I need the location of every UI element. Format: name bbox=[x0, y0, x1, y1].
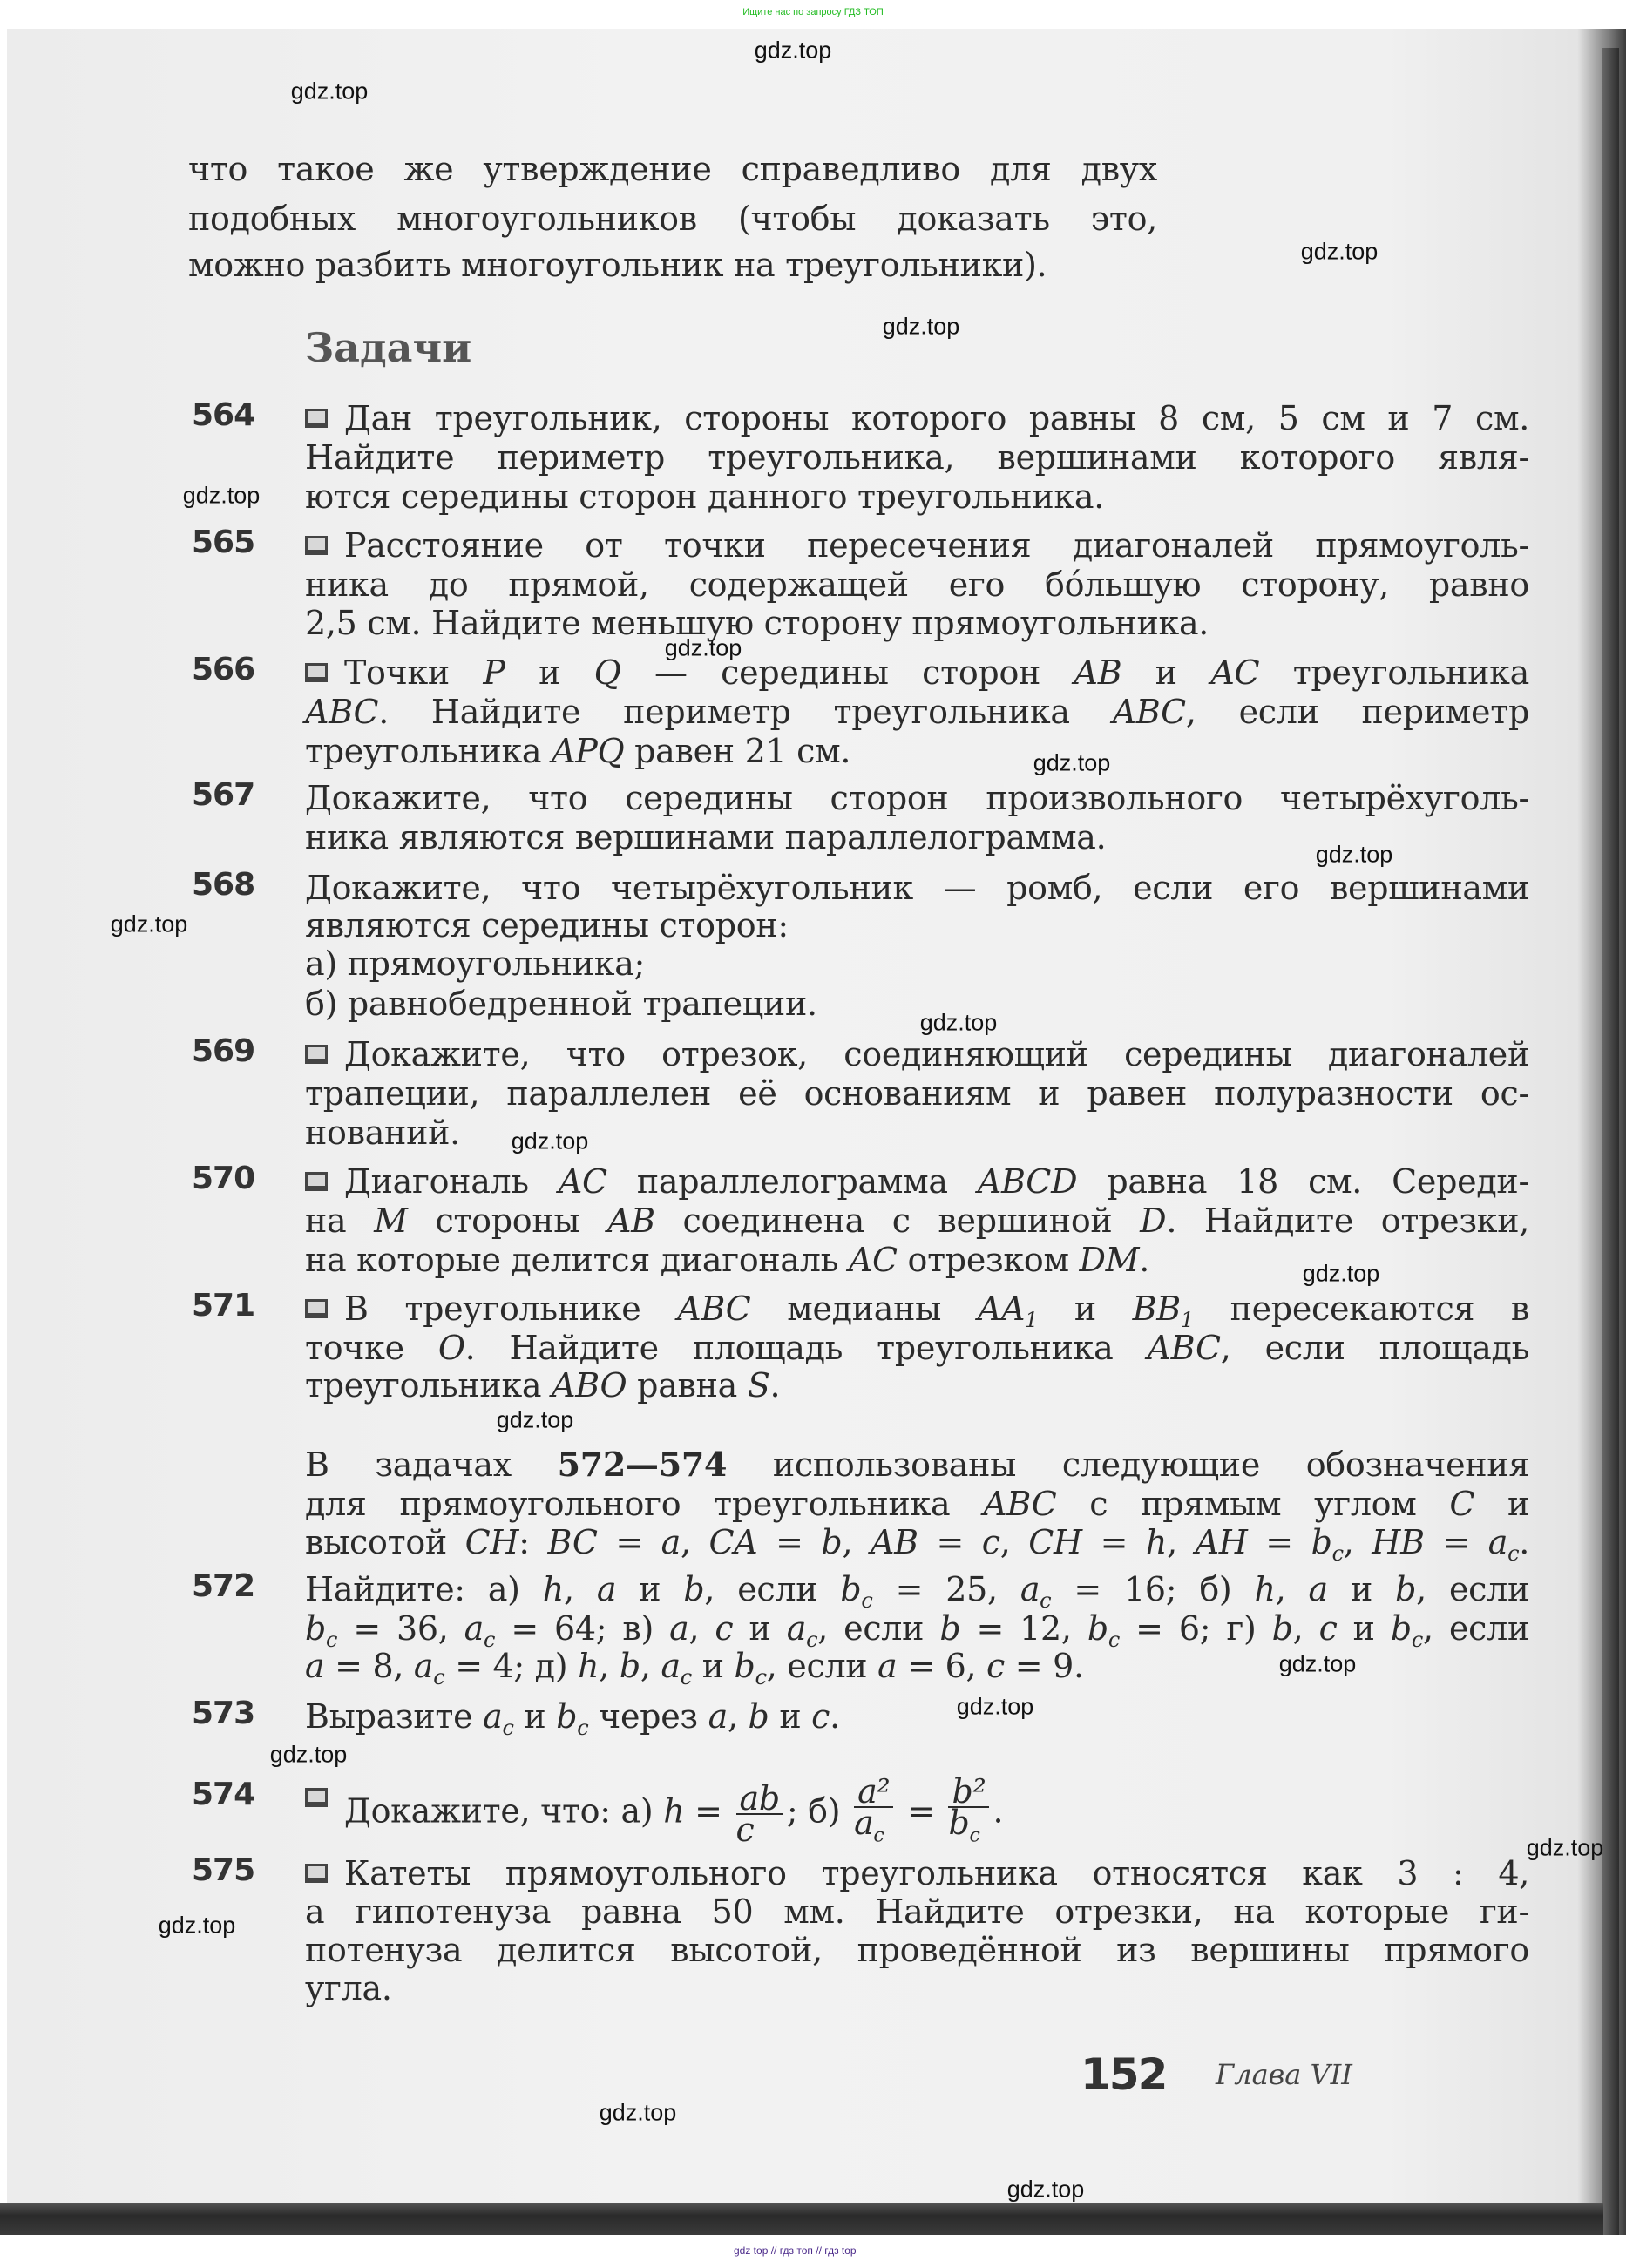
math-variable: c bbox=[811, 1697, 830, 1736]
text-run: Выразите bbox=[305, 1697, 484, 1736]
task-569-line bbox=[344, 1033, 1529, 1075]
watermark-text: gdz.top bbox=[919, 1009, 998, 1036]
text-run: : bbox=[518, 1523, 548, 1561]
math-variable: CH bbox=[1028, 1523, 1082, 1561]
text-run: нований. bbox=[305, 1114, 460, 1152]
text-run: треугольника bbox=[305, 1366, 552, 1405]
text-run: и bbox=[616, 1570, 684, 1608]
watermark-text: gdz.top bbox=[158, 1912, 236, 1939]
watermark-text: gdz.top bbox=[1300, 238, 1379, 265]
fraction-numerator: ab bbox=[736, 1784, 783, 1815]
fraction-numerator: b² bbox=[948, 1777, 989, 1808]
book-icon bbox=[305, 1172, 328, 1191]
text-run: равен 21 см. bbox=[624, 732, 851, 770]
math-variable: a bbox=[305, 1647, 325, 1685]
text-run: Точки bbox=[344, 653, 484, 692]
math-variable: b bbox=[734, 1647, 755, 1685]
watermark-text: gdz.top bbox=[1302, 1260, 1380, 1287]
math-variable: AC bbox=[1210, 653, 1260, 692]
text-run: и bbox=[1474, 1485, 1529, 1523]
bottom-banner-links[interactable]: gdz top // гдз топ // гдз top bbox=[734, 2244, 857, 2257]
text-run: = bbox=[757, 1523, 822, 1561]
chapter-label: Глава VII bbox=[1216, 2058, 1352, 2091]
math-variable: ABC bbox=[1112, 693, 1186, 731]
book-icon bbox=[305, 1299, 328, 1318]
task-number: 568 bbox=[192, 867, 255, 903]
intro-text-line bbox=[188, 148, 1157, 190]
text-run: , bbox=[599, 1647, 620, 1685]
watermark-text: gdz.top bbox=[664, 634, 742, 661]
text-run: Докажите, что середины сторон произвольного четырёхуголь- bbox=[305, 779, 1529, 817]
math-fraction bbox=[948, 1772, 989, 1852]
math-variable: a bbox=[596, 1570, 617, 1608]
task-568-line bbox=[305, 867, 1529, 909]
page-bottom-shadow bbox=[0, 2203, 1603, 2235]
math-variable: b bbox=[1087, 1609, 1108, 1648]
text-run: Диагональ bbox=[344, 1162, 559, 1201]
task-564-line bbox=[305, 476, 1529, 518]
text-run: подобных многоугольников (чтобы доказать это, bbox=[188, 200, 1157, 238]
text-run: = 16; б) bbox=[1051, 1570, 1255, 1608]
notation-note-line bbox=[305, 1521, 1530, 1566]
task-575-line bbox=[344, 1852, 1529, 1894]
task-575-line bbox=[305, 1891, 1529, 1933]
text-run: = 64; в) bbox=[495, 1609, 670, 1648]
task-number: 569 bbox=[192, 1033, 255, 1069]
text-run: медианы bbox=[750, 1290, 978, 1328]
text-run: . Найдите отрезки, bbox=[1166, 1202, 1529, 1240]
task-number: 571 bbox=[192, 1288, 255, 1324]
math-variable: b bbox=[821, 1523, 843, 1561]
math-subscript: c bbox=[433, 1665, 445, 1689]
text-run: высотой bbox=[305, 1523, 465, 1561]
watermark-text: gdz.top bbox=[882, 313, 960, 340]
math-subscript: c bbox=[1331, 1541, 1344, 1566]
math-variable: AH bbox=[1195, 1523, 1248, 1561]
text-run: Докажите, что четырёхугольник — ромб, если его вершинами bbox=[305, 869, 1529, 907]
math-variable: P bbox=[483, 653, 505, 692]
math-variable: ABC bbox=[305, 693, 379, 731]
task-570-line bbox=[344, 1161, 1529, 1202]
text-run: , bbox=[680, 1523, 709, 1561]
text-run: , bbox=[999, 1523, 1029, 1561]
math-subscript: c bbox=[1108, 1628, 1121, 1652]
math-variable: a bbox=[464, 1609, 484, 1648]
text-run: и bbox=[1038, 1290, 1133, 1328]
task-571-line bbox=[344, 1288, 1529, 1330]
watermark-text: gdz.top bbox=[511, 1127, 589, 1154]
text-run: на которые делится диагональ bbox=[305, 1241, 849, 1279]
watermark-text: gdz.top bbox=[599, 2099, 677, 2126]
watermark-text: gdz.top bbox=[496, 1406, 574, 1433]
math-variable: c bbox=[981, 1523, 1000, 1561]
math-variable: b bbox=[619, 1647, 640, 1685]
text-run: , если площадь bbox=[1220, 1329, 1529, 1367]
task-number: 565 bbox=[192, 525, 255, 560]
text-run: , bbox=[1167, 1523, 1196, 1561]
math-variable: c bbox=[1318, 1609, 1338, 1648]
task-number: 570 bbox=[192, 1161, 255, 1196]
math-variable: c bbox=[715, 1609, 734, 1648]
math-variable: b bbox=[683, 1570, 705, 1608]
text-run: соединена с вершиной bbox=[654, 1202, 1141, 1240]
text-run: что такое же утверждение справедливо для двух bbox=[188, 150, 1157, 188]
math-variable: Q bbox=[593, 653, 621, 692]
text-run: и bbox=[691, 1647, 735, 1685]
text-run: = bbox=[897, 1791, 945, 1831]
top-banner-text[interactable]: Ищите нас по запросу ГДЗ ТОП bbox=[742, 7, 884, 17]
math-variable: AC bbox=[848, 1241, 898, 1279]
watermark-text: gdz.top bbox=[1278, 1650, 1357, 1677]
math-variable: AB bbox=[607, 1202, 655, 1240]
math-variable: AB bbox=[1074, 653, 1122, 692]
notation-note-line bbox=[305, 1444, 1529, 1486]
text-run: и bbox=[1337, 1609, 1391, 1648]
task-565-line bbox=[305, 602, 1529, 644]
math-variable: a bbox=[483, 1697, 503, 1736]
text-run: являются середины сторон: bbox=[305, 906, 789, 944]
math-subscript: c bbox=[1040, 1588, 1052, 1613]
text-run: , bbox=[640, 1647, 661, 1685]
text-run: В треугольнике bbox=[344, 1290, 678, 1328]
top-banner[interactable] bbox=[0, 0, 1626, 29]
text-run: = 36, bbox=[337, 1609, 464, 1648]
math-variable: b bbox=[840, 1570, 862, 1608]
task-568-line bbox=[305, 983, 1529, 1025]
task-569-line bbox=[305, 1073, 1529, 1114]
math-variable: ABC bbox=[1147, 1329, 1221, 1367]
text-run: . bbox=[1139, 1241, 1150, 1279]
math-fraction bbox=[854, 1772, 893, 1852]
math-variable: M bbox=[374, 1202, 408, 1240]
math-variable: a bbox=[1487, 1523, 1508, 1561]
math-variable: h bbox=[1254, 1570, 1276, 1608]
task-571-line bbox=[305, 1364, 1529, 1406]
fraction-denominator bbox=[948, 1804, 989, 1852]
math-variable: CH bbox=[464, 1523, 519, 1561]
math-variable: b bbox=[1271, 1609, 1293, 1648]
text-run: Докажите, что отрезок, соединяющий середины диагоналей bbox=[344, 1035, 1529, 1073]
task-567-line bbox=[305, 777, 1529, 819]
math-variable: b bbox=[939, 1609, 961, 1648]
text-run: = bbox=[918, 1523, 982, 1561]
text-run: Катеты прямоугольного треугольника относятся как 3 : 4, bbox=[344, 1854, 1529, 1892]
text-run: и bbox=[513, 1697, 557, 1736]
text-run: и bbox=[1121, 653, 1211, 692]
math-variable: b bbox=[1311, 1523, 1332, 1561]
task-number: 567 bbox=[192, 777, 255, 813]
text-run: = bbox=[597, 1523, 661, 1561]
math-subscript: c bbox=[755, 1665, 767, 1689]
book-icon bbox=[305, 1045, 328, 1064]
denominator-base: a bbox=[854, 1804, 874, 1842]
text-run: ются середины сторон данного треугольника. bbox=[305, 477, 1104, 516]
math-variable: b bbox=[305, 1609, 327, 1648]
watermark-text: gdz.top bbox=[110, 911, 188, 938]
task-564-line bbox=[305, 437, 1529, 478]
math-variable: S bbox=[747, 1366, 770, 1405]
intro-text-line bbox=[188, 244, 1157, 286]
watermark-text: gdz.top bbox=[754, 37, 832, 64]
text-run: а гипотенуза равна 50 мм. Найдите отрезки, на которые ги- bbox=[305, 1892, 1529, 1931]
task-number: 564 bbox=[192, 397, 255, 433]
text-run: = 6; г) bbox=[1120, 1609, 1272, 1648]
text-run: = 25, bbox=[872, 1570, 1020, 1608]
math-variable: b bbox=[748, 1697, 769, 1736]
book-icon bbox=[305, 409, 328, 428]
text-run: потенуза делится высотой, проведённой из вершины прямого bbox=[305, 1931, 1529, 1969]
text-run: , если периметр bbox=[1185, 693, 1529, 731]
text-run: , bbox=[727, 1697, 749, 1736]
math-fraction bbox=[735, 1778, 783, 1849]
text-run: — середины сторон bbox=[620, 653, 1074, 692]
text-run: = 9. bbox=[1005, 1647, 1084, 1685]
book-icon bbox=[305, 536, 328, 555]
math-subscript: 1 bbox=[1180, 1308, 1194, 1332]
math-variable: CA bbox=[708, 1523, 758, 1561]
text-run: , bbox=[563, 1570, 597, 1608]
watermark-text: gdz.top bbox=[182, 482, 261, 509]
task-564-line bbox=[344, 397, 1529, 439]
text-run: = 4; д) bbox=[444, 1647, 579, 1685]
math-variable: h bbox=[578, 1647, 600, 1685]
bottom-banner[interactable] bbox=[0, 2238, 1626, 2268]
book-icon bbox=[305, 663, 328, 682]
text-run: , bbox=[1275, 1570, 1309, 1608]
text-run: , bbox=[1292, 1609, 1319, 1648]
fraction-numerator: a² bbox=[854, 1777, 893, 1808]
task-number: 574 bbox=[192, 1777, 255, 1812]
page-spine-shadow bbox=[1602, 48, 1619, 2235]
text-run: . bbox=[1519, 1523, 1530, 1561]
math-subscript: c bbox=[484, 1628, 496, 1652]
math-variable: BC bbox=[547, 1523, 598, 1561]
task-572-line bbox=[305, 1568, 1529, 1613]
fraction-denominator bbox=[854, 1804, 893, 1852]
math-variable: ABC bbox=[677, 1290, 751, 1328]
text-run: пересекаются в bbox=[1193, 1290, 1529, 1328]
math-variable: c bbox=[986, 1647, 1005, 1685]
math-variable: a bbox=[669, 1609, 689, 1648]
text-run: равна 18 см. Середи- bbox=[1077, 1162, 1529, 1201]
text-run: . bbox=[769, 1366, 781, 1405]
math-subscript: 1 bbox=[1025, 1308, 1039, 1332]
text-run: 2,5 см. Найдите меньшую сторону прямоугольника. bbox=[305, 604, 1209, 642]
text-run: = bbox=[1247, 1523, 1311, 1561]
watermark-text: gdz.top bbox=[290, 78, 369, 105]
text-run: = bbox=[684, 1791, 733, 1831]
text-run: и bbox=[505, 653, 594, 692]
math-variable: O bbox=[437, 1329, 465, 1367]
denominator-subscript: c bbox=[969, 1825, 980, 1847]
watermark-text: gdz.top bbox=[269, 1741, 348, 1768]
math-variable: APQ bbox=[552, 732, 625, 770]
math-subscript: c bbox=[1411, 1628, 1424, 1652]
page-number: 152 bbox=[1081, 2049, 1167, 2100]
math-variable: h bbox=[1145, 1523, 1168, 1561]
text-run: для прямоугольного треугольника bbox=[305, 1485, 984, 1523]
watermark-text: gdz.top bbox=[956, 1693, 1034, 1720]
math-variable: AA bbox=[977, 1290, 1026, 1328]
math-subscript: c bbox=[806, 1628, 818, 1652]
math-variable: DM bbox=[1079, 1241, 1140, 1279]
text-run: . Найдите периметр треугольника bbox=[378, 693, 1113, 731]
text-run: , если bbox=[1416, 1570, 1529, 1608]
text-run: = 8, bbox=[324, 1647, 414, 1685]
task-565-line bbox=[344, 525, 1529, 566]
text-run: а) прямоугольника; bbox=[305, 944, 646, 983]
math-variable: a bbox=[661, 1523, 681, 1561]
text-run: Дан треугольник, стороны которого равны 8 см, 5 см и 7 см. bbox=[344, 399, 1529, 437]
text-run: треугольника bbox=[1259, 653, 1529, 692]
text-run: ника до прямой, содержащей его бóльшую сторону, равно bbox=[305, 565, 1529, 604]
text-run: , если bbox=[704, 1570, 841, 1608]
text-run: , bbox=[688, 1609, 715, 1648]
task-566-line bbox=[305, 730, 1529, 772]
task-number: 575 bbox=[192, 1852, 255, 1888]
text-run: , если bbox=[1423, 1609, 1529, 1648]
text-run: трапеции, параллелен её основаниям и равен полуразности ос- bbox=[305, 1074, 1529, 1113]
text-run: . Найдите площадь треугольника bbox=[464, 1329, 1148, 1367]
text-run: . bbox=[993, 1791, 1004, 1831]
math-variable: b bbox=[1395, 1570, 1417, 1608]
math-variable: h bbox=[542, 1570, 564, 1608]
text-run: точке bbox=[305, 1329, 438, 1367]
denominator-base: b bbox=[948, 1804, 970, 1842]
text-run: , bbox=[1343, 1523, 1372, 1561]
math-variable: a bbox=[1308, 1570, 1328, 1608]
section-heading: Задачи bbox=[305, 324, 472, 371]
math-variable: a bbox=[661, 1647, 681, 1685]
watermark-text: gdz.top bbox=[1315, 841, 1393, 868]
text-run: и bbox=[769, 1697, 812, 1736]
task-569-line bbox=[305, 1112, 1529, 1154]
text-run: параллелограмма bbox=[606, 1162, 978, 1201]
task-number: 573 bbox=[192, 1696, 255, 1731]
text-run: через bbox=[588, 1697, 708, 1736]
text-run: = 12, bbox=[960, 1609, 1087, 1648]
math-variable: HB bbox=[1372, 1523, 1425, 1561]
text-run: с прямым углом bbox=[1056, 1485, 1450, 1523]
text-run: ника являются вершинами параллелограмма. bbox=[305, 818, 1107, 856]
task-568-line bbox=[305, 904, 1529, 946]
text-run: , если bbox=[766, 1647, 878, 1685]
task-566-line bbox=[305, 691, 1529, 733]
text-run: = 6, bbox=[897, 1647, 987, 1685]
math-variable: ABC bbox=[983, 1485, 1057, 1523]
text-run: и bbox=[733, 1609, 787, 1648]
task-565-line bbox=[305, 564, 1529, 606]
math-variable: ABO bbox=[552, 1366, 627, 1405]
math-subscript: c bbox=[861, 1588, 873, 1613]
text-run: ; б) bbox=[786, 1791, 851, 1831]
text-run: . bbox=[830, 1697, 840, 1736]
watermark-text: gdz.top bbox=[1006, 2176, 1085, 2203]
text-run: , bbox=[842, 1523, 871, 1561]
math-variable: C bbox=[1449, 1485, 1475, 1523]
denominator-base: c bbox=[735, 1810, 755, 1849]
fraction-denominator bbox=[735, 1810, 783, 1849]
notation-note-line bbox=[305, 1483, 1529, 1525]
task-572-line bbox=[305, 1608, 1529, 1652]
task-575-line bbox=[305, 1929, 1529, 1971]
task-571-line bbox=[305, 1327, 1529, 1369]
math-subscript: c bbox=[680, 1665, 692, 1689]
book-icon bbox=[305, 1788, 328, 1807]
text-run: , если bbox=[817, 1609, 940, 1648]
watermark-text: gdz.top bbox=[1526, 1834, 1604, 1861]
text-run: и bbox=[1327, 1570, 1396, 1608]
math-variable: D bbox=[1140, 1202, 1167, 1240]
task-573-line bbox=[305, 1693, 1529, 1740]
math-subscript: c bbox=[577, 1716, 589, 1740]
math-variable: ABCD bbox=[977, 1162, 1078, 1201]
task-568-line bbox=[305, 943, 1529, 985]
text-run: Расстояние от точки пересечения диагоналей прямоуголь- bbox=[344, 526, 1529, 565]
math-subscript: c bbox=[1507, 1541, 1520, 1566]
denominator-subscript: c bbox=[873, 1825, 884, 1847]
text-run: Найдите: а) bbox=[305, 1570, 543, 1608]
text-run: = bbox=[1081, 1523, 1146, 1561]
intro-text-line bbox=[188, 198, 1157, 240]
math-subscript: c bbox=[502, 1716, 514, 1740]
math-variable: h bbox=[663, 1791, 685, 1831]
math-subscript: c bbox=[326, 1628, 338, 1652]
task-number: 566 bbox=[192, 652, 255, 687]
math-variable: BB bbox=[1132, 1290, 1181, 1328]
text-run: = bbox=[1424, 1523, 1488, 1561]
text-run: Докажите, что: а) bbox=[344, 1791, 664, 1831]
math-variable: AC bbox=[558, 1162, 607, 1201]
text-run: использованы следующие обозначения bbox=[727, 1445, 1530, 1484]
math-variable: AB bbox=[870, 1523, 918, 1561]
text-run: стороны bbox=[407, 1202, 608, 1240]
text-run: треугольника bbox=[305, 732, 552, 770]
task-570-line bbox=[305, 1200, 1529, 1242]
text-run: В задачах bbox=[305, 1445, 558, 1484]
math-variable: b bbox=[556, 1697, 578, 1736]
text-run: Найдите периметр треугольника, вершинами которого явля- bbox=[305, 438, 1529, 477]
math-variable: a bbox=[877, 1647, 898, 1685]
task-574-line bbox=[344, 1772, 1529, 1849]
math-variable: a bbox=[786, 1609, 807, 1648]
text-run: отрезком bbox=[897, 1241, 1080, 1279]
math-variable: a bbox=[1020, 1570, 1040, 1608]
task-575-line bbox=[305, 1967, 1529, 2009]
text-run: б) равнобедренной трапеции. bbox=[305, 985, 817, 1023]
watermark-text: gdz.top bbox=[1033, 749, 1111, 776]
text-run: угла. bbox=[305, 1969, 392, 2007]
book-icon bbox=[305, 1864, 328, 1883]
task-566-line bbox=[344, 652, 1529, 694]
text-run: равна bbox=[627, 1366, 748, 1405]
text-run: можно разбить многоугольник на треугольники). bbox=[188, 246, 1047, 284]
bold-reference: 572—574 bbox=[557, 1445, 728, 1484]
math-variable: b bbox=[1390, 1609, 1412, 1648]
text-run: на bbox=[305, 1202, 375, 1240]
task-number: 572 bbox=[192, 1568, 255, 1604]
math-variable: a bbox=[708, 1697, 728, 1736]
math-variable: a bbox=[413, 1647, 434, 1685]
